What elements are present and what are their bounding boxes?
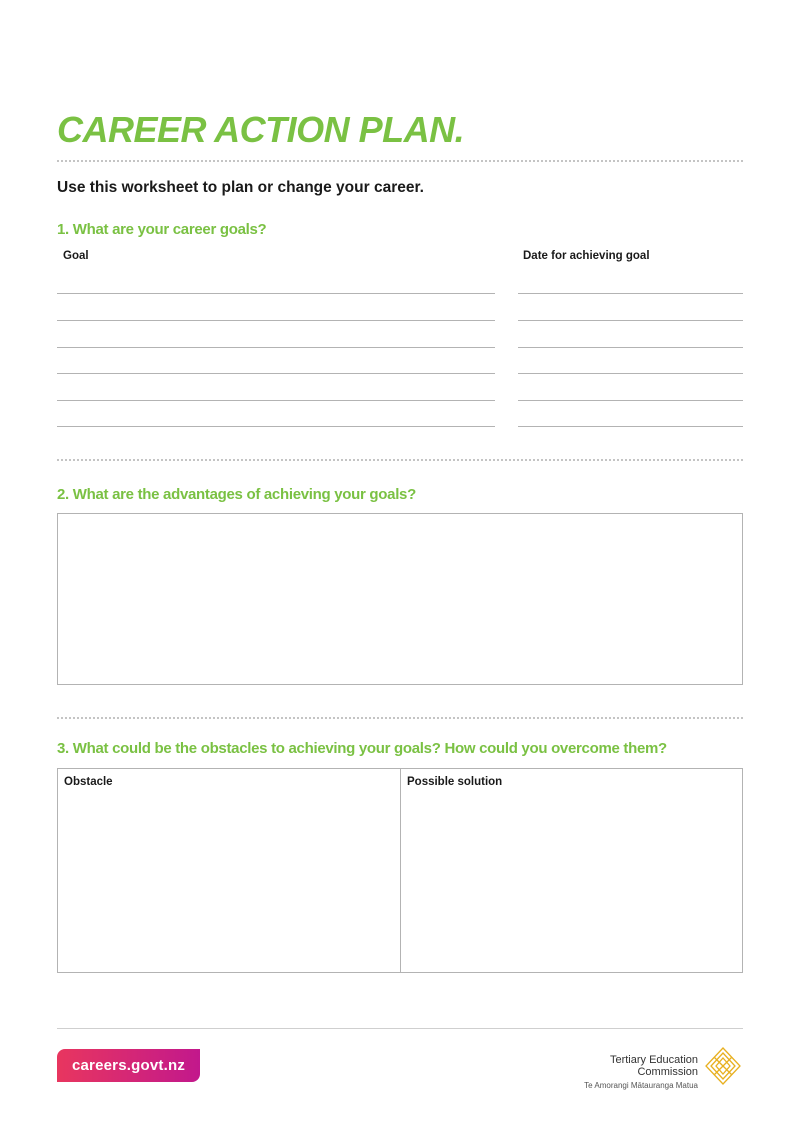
section-2-heading: 2. What are the advantages of achieving your goals? (57, 486, 416, 503)
page-title: CAREER ACTION PLAN. (57, 109, 465, 150)
date-line-2[interactable] (518, 320, 743, 321)
goal-line-2[interactable] (57, 320, 495, 321)
obstacles-table (57, 768, 743, 973)
goal-line-1[interactable] (57, 293, 495, 294)
goal-line-6[interactable] (57, 426, 495, 427)
tec-logo-icon (704, 1046, 742, 1086)
tec-maori-name: Te Amorangi Mātauranga Matua (584, 1081, 698, 1090)
careers-website-link[interactable]: careers.govt.nz (57, 1049, 200, 1082)
dotted-divider (57, 459, 743, 461)
tec-name-line-2: Commission (637, 1066, 698, 1078)
footer-divider (57, 1028, 743, 1029)
solution-column-label: Possible solution (407, 776, 503, 788)
tec-name-line-1: Tertiary Education (609, 1054, 698, 1066)
obstacle-cell[interactable] (58, 769, 401, 972)
date-line-6[interactable] (518, 426, 743, 427)
solution-cell[interactable] (401, 769, 742, 972)
advantages-box[interactable] (57, 513, 743, 685)
date-column-label: Date for achieving goal (523, 250, 650, 262)
tec-wordmark (584, 1054, 698, 1092)
section-1-heading: 1. What are your career goals? (57, 221, 267, 238)
obstacle-column-label: Obstacle (64, 776, 113, 788)
dotted-divider (57, 717, 743, 719)
dotted-divider (57, 160, 743, 162)
goal-line-5[interactable] (57, 400, 495, 401)
section-3-heading: 3. What could be the obstacles to achieving your goals? How could you overcome them? (57, 740, 667, 757)
date-line-5[interactable] (518, 400, 743, 401)
goal-line-4[interactable] (57, 373, 495, 374)
goal-column-label: Goal (63, 250, 89, 262)
date-line-4[interactable] (518, 373, 743, 374)
goal-line-3[interactable] (57, 347, 495, 348)
intro-text: Use this worksheet to plan or change your career. (57, 179, 424, 196)
date-line-1[interactable] (518, 293, 743, 294)
date-line-3[interactable] (518, 347, 743, 348)
